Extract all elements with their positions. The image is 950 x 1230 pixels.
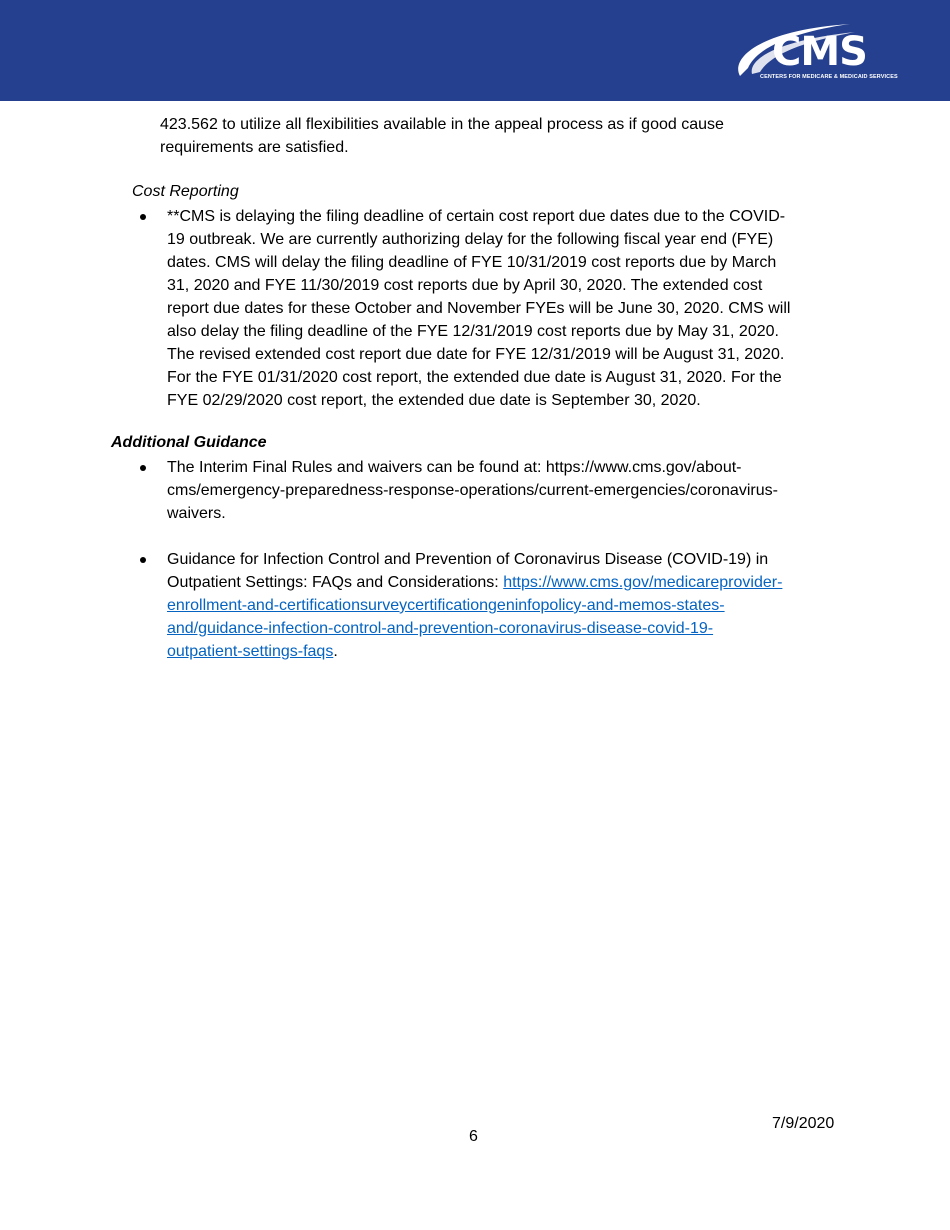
bullet-icon (140, 456, 150, 471)
bullet-line: dates. CMS will delay the filing deadline of FYE 10/31/2019 cost reports due by March (167, 254, 777, 271)
footer-date: 7/9/2020 (772, 1115, 835, 1132)
bullet-line: cms/emergency-preparedness-response-operations/current-emergencies/coronavirus- (167, 482, 778, 499)
bullet-line-prefix: Outpatient Settings: FAQs and Considerations: (167, 574, 504, 591)
paragraph-line: 423.562 to utilize all flexibilities available in the appeal process as if good cause (160, 116, 724, 133)
bullet-line: 31, 2020 and FYE 11/30/2019 cost reports due by April 30, 2020. The extended cost (167, 277, 763, 294)
bullet-line (167, 594, 842, 617)
logo-subtitle: CENTERS FOR MEDICARE & MEDICAID SERVICES (760, 74, 898, 80)
bullet-line: The Interim Final Rules and waivers can be found at: https://www.cms.gov/about- (167, 459, 742, 476)
cost-reporting-bullet (167, 205, 837, 412)
bullet-icon (140, 205, 150, 220)
bullet-line: The revised extended cost report due date for FYE 12/31/2019 will be August 31, 2020. (167, 346, 785, 363)
bullet-line: FYE 02/29/2020 cost report, the extended due date is September 30, 2020. (167, 392, 701, 409)
bullet-line: **CMS is delaying the filing deadline of certain cost report due dates due to the COVID- (167, 208, 786, 225)
cost-reporting-heading: Cost Reporting (132, 183, 239, 200)
bullet-line: report due dates for these October and November FYEs will be June 30, 2020. CMS will (167, 300, 791, 317)
continuation-paragraph (160, 113, 820, 159)
guidance-link-part[interactable]: enrollment-and-certificationsurveycertificationgeninfopolicy-and-memos-states- (167, 597, 725, 614)
page-number: 6 (469, 1128, 478, 1145)
paragraph-line: requirements are satisfied. (160, 139, 349, 156)
bullet-line (167, 640, 842, 663)
bullet-line: waivers. (167, 505, 226, 522)
infection-control-bullet (167, 548, 842, 663)
link-suffix: . (333, 643, 338, 660)
guidance-link-part[interactable]: outpatient-settings-faqs (167, 643, 334, 660)
cms-logo (730, 18, 910, 88)
bullet-line: also delay the filing deadline of the FYE 12/31/2019 cost reports due by May 31, 2020. (167, 323, 779, 340)
bullet-icon (140, 548, 150, 563)
bullet-line: For the FYE 01/31/2020 cost report, the extended due date is August 31, 2020. For the (167, 369, 782, 386)
bullet-line: Guidance for Infection Control and Prevention of Coronavirus Disease (COVID-19) in (167, 551, 769, 568)
bullet-line: 19 outbreak. We are currently authorizing delay for the following fiscal year end (FYE) (167, 231, 774, 248)
guidance-link-part[interactable]: and/guidance-infection-control-and-prevention-coronavirus-disease-covid-19- (167, 620, 714, 637)
logo-wordmark: CMS (772, 29, 867, 75)
guidance-link-part[interactable]: https://www.cms.gov/medicareprovider- (503, 574, 783, 591)
page-header-banner (0, 0, 950, 101)
bullet-line (167, 617, 842, 640)
additional-guidance-heading: Additional Guidance (111, 434, 267, 451)
bullet-line (167, 571, 842, 594)
interim-rules-bullet (167, 456, 842, 525)
